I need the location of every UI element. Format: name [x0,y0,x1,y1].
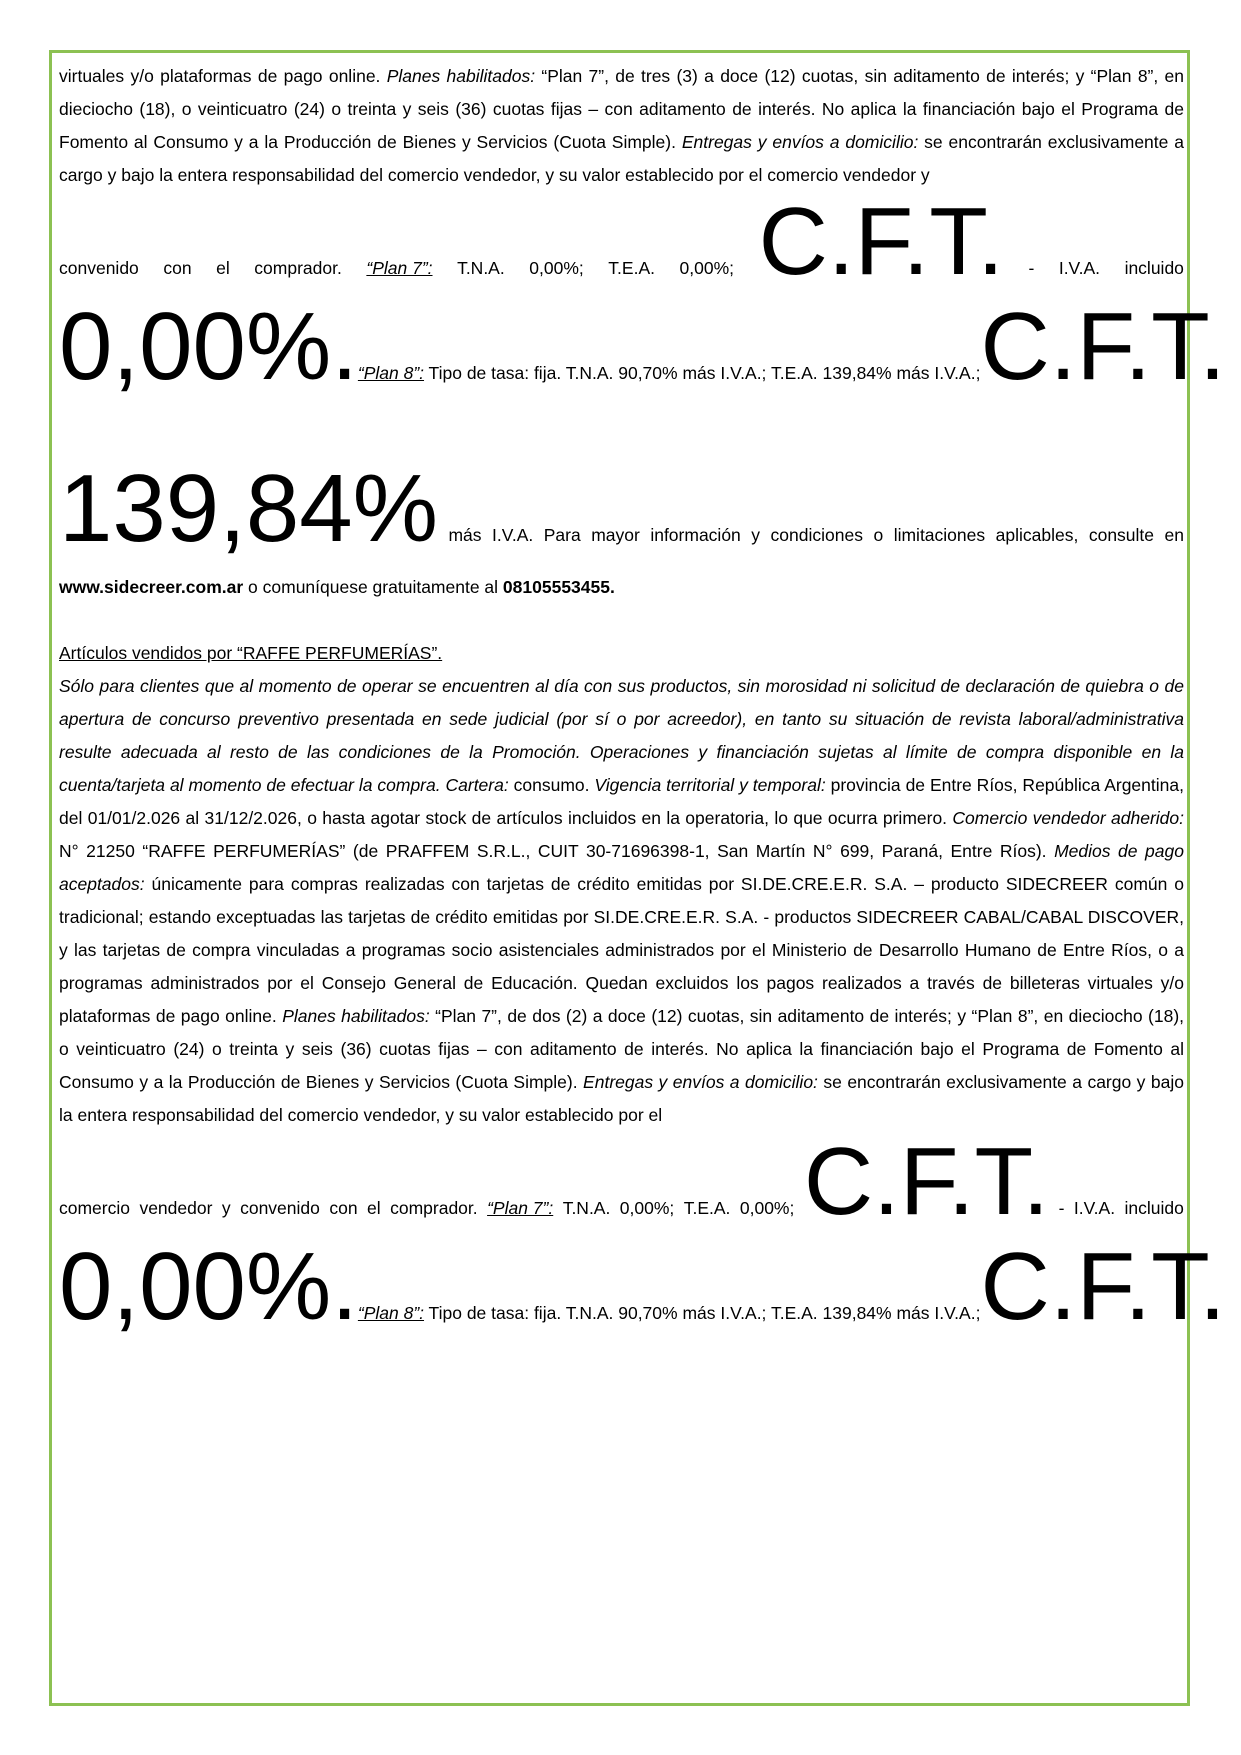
word: con [163,258,192,278]
word: comprador. [390,1198,478,1218]
word: - [1028,258,1035,278]
word: T.N.A. [562,1198,611,1218]
line-plan-8-cft [59,1233,1226,1399]
spacer [59,604,1184,623]
plan-8-label: “Plan 8”: [357,363,425,383]
text-run: o comuníquese gratuitamente al [243,577,503,597]
label-medios-pago: Medios de pago aceptados: [59,841,1184,894]
plan-7-label: “Plan 7”: [366,258,433,278]
word: mayor [591,525,640,545]
text-run: se encontrarán exclusivamente a cargo y bajo la entera responsabilidad del comercio vendedor, y su valor establecido por el [59,1072,1184,1125]
word: limitaciones [893,525,986,545]
cft-value-plan-8: 139,84% [59,455,438,562]
text-run: N° 21250 “RAFFE PERFUMERÍAS” (de PRAFFEM S.R.L., CUIT 30-71696398-1, San Martín N° 699, Paraná, Entre Ríos). [59,841,1055,861]
word: incluido [1124,1198,1184,1218]
word: I.V.A. [1073,1198,1116,1218]
word: o [873,525,884,545]
phone-number: 08105553455. [502,577,615,597]
text-run: virtuales y/o plataformas de pago online. [59,66,387,86]
word: incluido [1124,258,1184,278]
document-body [59,60,1226,1399]
label-entregas: Entregas y envíos a domicilio: [681,132,919,152]
text-run: “Plan 7”, de tres (3) a doce (12) cuotas, sin aditamento de interés; y “Plan 8”, en dieciocho (18), o veinticuatro (24) o treinta y seis (36) cuotas fijas – con aditamento de interés. No aplica la financiación bajo el Programa de Fomento al Consumo y a la Producción de Bienes y Servicios (Cuota Simple). [59,66,1185,152]
label-planes-habilitados: Planes habilitados: [386,66,536,86]
word: I.V.A. [1058,258,1101,278]
paragraph-raffe-conditions [59,670,1184,1132]
tna-value: 0,00%; [619,1198,675,1218]
word: aplicables, [995,525,1079,545]
word: el [367,1198,381,1218]
text-run: consumo. [508,775,595,795]
cft-value-plan-7: 0,00%. [59,293,358,400]
word: en [1164,525,1184,545]
spacer [59,623,1184,637]
word: convenido [59,258,139,278]
word: T.E.A. [608,258,655,278]
word: con [329,1198,358,1218]
website-link[interactable]: www.sidecreer.com.ar [59,577,244,597]
contact-line [59,571,1184,604]
word: T.N.A. [457,258,505,278]
word: el [216,258,230,278]
word: condiciones [770,525,863,545]
tea-value: 0,00%; [739,1198,795,1218]
plan-8-text [358,357,981,390]
word: comercio [59,1198,130,1218]
label-entregas: Entregas y envíos a domicilio: [583,1072,818,1092]
label-vigencia: Vigencia territorial y temporal: [594,775,826,795]
cft-heading: C.F.T. [980,293,1226,400]
label-comercio: Comercio vendedor adherido: [952,808,1184,828]
word: comprador. [254,258,342,278]
plan-8-text [358,1297,981,1330]
cft-heading: C.F.T. [803,1128,1050,1235]
tea-value: 0,00%; [679,258,735,278]
plan-8-label: “Plan 8”: [357,1303,425,1323]
word: y [751,525,761,545]
text-run: provincia de Entre Ríos, República Argentina, del 01/01/2.026 al 31/12/2.026, o hasta agotar stock de artículos incluidos en la operatoria, lo que ocurra primero. [59,775,1184,828]
line-plan-8-cft [59,293,1226,459]
word: vendedor [139,1198,213,1218]
word: y [221,1198,231,1218]
plan-7-label: “Plan 7”: [487,1198,554,1218]
word: más [448,525,482,545]
section-heading: Artículos vendidos por “RAFFE PERFUMERÍAS”. [59,643,443,663]
line-plan-7-cft [59,188,1184,297]
text-run: Tipo de tasa: fija. T.N.A. 90,70% más I.V.A.; T.E.A. 139,84% más I.V.A.; [424,1303,981,1323]
word: - [1058,1198,1065,1218]
line-cft-plan-8-value [59,455,1184,571]
word: Para [543,525,581,545]
text-run: “Plan 7”, de dos (2) a doce (12) cuotas, sin aditamento de interés; y “Plan 8”, en dieciocho (18), o veinticuatro (24) o treinta y seis (36) cuotas fijas – con aditamento de interés. No aplica la financiación bajo el Programa de Fomento al Consumo y a la Producción de Bienes y Servicios (Cuota Simple). [59,1006,1185,1092]
word: convenido [240,1198,320,1218]
label-planes-habilitados: Planes habilitados: [282,1006,430,1026]
line-plan-7-cft [59,1128,1184,1237]
cft-value-plan-7: 0,00%. [59,1233,358,1340]
word: información [650,525,741,545]
text-run: se encontrarán exclusivamente a cargo y bajo la entera responsabilidad del comercio vendedor, y su valor establecido por el comercio vendedor y [59,132,1184,185]
tna-value: 0,00%; [529,258,584,278]
text-run: únicamente para compras realizadas con tarjetas de crédito emitidas por SI.DE.CRE.E.R. S.A. – producto SIDECREER común o tradicional; estando exceptuadas las tarjetas de crédito emitidas por SI.DE.CRE.E.R. S.A. - productos SIDECREER CABAL/CABAL DISCOVER, y las tarjetas de compra vinculadas a programas socio asistenciales administrados por el Ministerio de Desarrollo Humano de Entre Ríos, o a programas administrados por el Consejo General de Educación. Quedan excluidos los pagos realizados a través de billeteras virtuales y/o plataformas de pago online. [59,874,1184,1026]
eligibility-text: Sólo para clientes que al momento de operar se encuentren al día con sus productos, sin morosidad ni solicitud de declaración de quiebra o de apertura de concurso preventivo presentada en sede judicial (por sí o por acreedor), en tanto su situación de revista laboral/administrativa resulte adecuada al resto de las condiciones de la Promoción. Operaciones y financiación sujetas al límite de compra disponible en la cuenta/tarjeta al momento de efectuar la compra. Cartera: [59,676,1184,795]
cft-heading: C.F.T. [758,188,1004,295]
word: consulte [1088,525,1155,545]
cft-heading: C.F.T. [980,1233,1226,1340]
word: T.E.A. [683,1198,731,1218]
text-run: Tipo de tasa: fija. T.N.A. 90,70% más I.V.A.; T.E.A. 139,84% más I.V.A.; [424,363,981,383]
paragraph-payment-conditions [59,60,1184,192]
word: I.V.A. [492,525,534,545]
